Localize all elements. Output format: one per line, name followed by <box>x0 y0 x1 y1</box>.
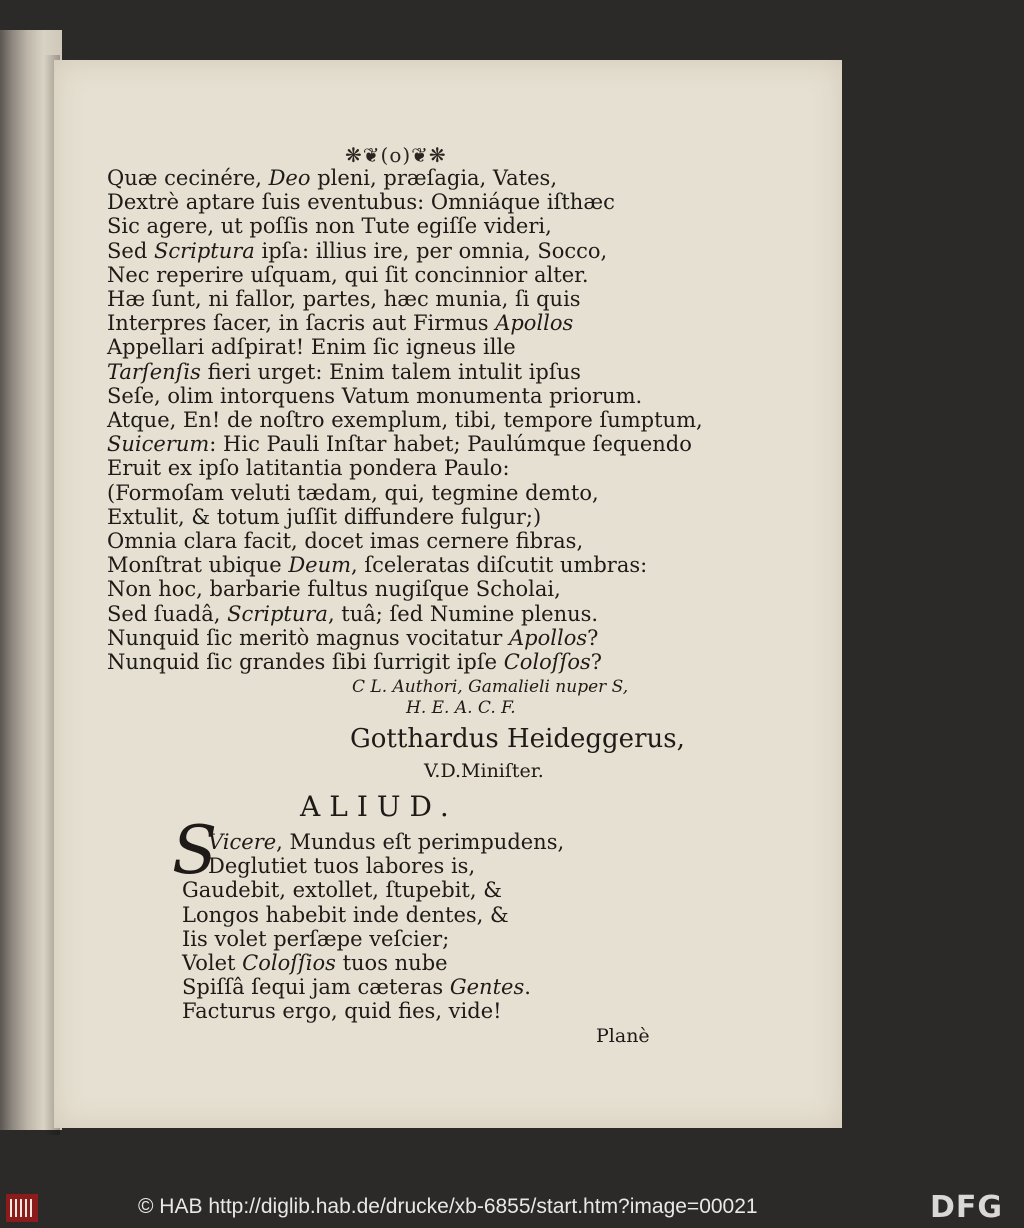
verse-line: Atque, En! de noſtro exemplum, tibi, tempore ſumptum, <box>107 408 703 433</box>
verse-line: Sic agere, ut poſſis non Tute egiſſe videri, <box>107 214 552 239</box>
catchword: Planè <box>596 1025 650 1047</box>
library-logo-icon <box>6 1194 38 1222</box>
verse-line: Omnia clara facit, docet imas cernere fibras, <box>107 529 584 554</box>
italic-word: Scriptura <box>153 238 255 263</box>
verse-line: Facturus ergo, quid fies, vide! <box>182 999 502 1024</box>
italic-word: Vicere <box>208 830 277 854</box>
italic-word: Scriptura <box>227 601 328 626</box>
second-poem-title: ALIUD. <box>300 790 458 823</box>
italic-word: Suicerum <box>107 432 210 457</box>
verse-line: Sed ſuadâ, Scriptura, tuâ; ſed Numine plenus. <box>107 601 599 626</box>
dedication-line-1: C L. Authori, Gamalieli nuper S, <box>352 677 629 697</box>
italic-word: Deo <box>268 166 311 190</box>
verse-line: Suicerum: Hic Pauli Inſtar habet; Paulúmque ſequendo <box>107 432 692 457</box>
verse-line: Dextrè aptare ſuis eventubus: Omniáque iſthæc <box>107 190 615 215</box>
verse-line: Vicere, Mundus eſt perimpudens, <box>208 830 565 854</box>
page-ornament: ❋❦(o)❦❋ <box>345 143 447 167</box>
italic-word: Gentes <box>449 975 525 1000</box>
footer-bar <box>0 1186 1024 1228</box>
verse-line: Monſtrat ubique Deum, ſceleratas diſcutit umbras: <box>107 553 648 578</box>
verse-line: Nunquid ſic meritò magnus vocitatur Apollos? <box>107 625 599 650</box>
verse-line: Gaudebit, extollet, ſtupebit, & <box>182 878 502 903</box>
verse-line: Seſe, olim intorquens Vatum monumenta priorum. <box>107 383 643 408</box>
verse-line: Deglutiet tuos labores is, <box>208 854 476 879</box>
verse-line: Nunquid ſic grandes ſibi ſurrigit ipſe Coloſſos? <box>107 650 603 675</box>
verse-line: Sed Scriptura ipſa: illius ire, per omnia, Socco, <box>107 238 608 263</box>
second-poem <box>182 830 582 1024</box>
signer-name: Gotthardus Heideggerus, <box>350 724 685 754</box>
verse-line: Interpres ſacer, in ſacris aut Firmus Apollos <box>107 311 574 336</box>
italic-word: Deum <box>288 553 352 578</box>
verse-line: Non hoc, barbarie fultus nugiſque Scholai, <box>107 577 561 602</box>
verse-line: Iis volet perſæpe veſcier; <box>182 926 450 951</box>
italic-word: Coloſſos <box>503 650 591 675</box>
dedication-line-2: H. E. A. C. F. <box>406 698 516 718</box>
verse-line: Longos habebit inde dentes, & <box>182 902 509 927</box>
main-verse <box>107 166 703 675</box>
dfg-logo: DFG <box>930 1190 1004 1225</box>
verse-line: Volet Coloſſios tuos nube <box>182 951 448 976</box>
italic-word: Tarſenſis <box>107 359 201 384</box>
verse-line: Tarſenſis fieri urget: Enim talem intulit ipſus <box>107 359 581 384</box>
verse-line: Quæ cecinére, Deo pleni, præſagia, Vates, <box>107 166 557 190</box>
footer-copyright-link[interactable]: © HAB http://diglib.hab.de/drucke/xb-6855/start.htm?image=00021 <box>138 1195 758 1218</box>
signer-role: V.D.Miniſter. <box>424 760 544 782</box>
verse-line: Spiſſâ ſequi jam cæteras Gentes. <box>182 975 531 1000</box>
verse-line: Appellari adſpirat! Enim ſic igneus ille <box>107 335 516 360</box>
verse-line: Nec reperire uſquam, qui ſit concinnior alter. <box>107 262 589 287</box>
verse-line: (Formoſam veluti tædam, qui, tegmine demto, <box>107 480 599 505</box>
italic-word: Apollos <box>495 311 574 336</box>
verse-line: Hæ ſunt, ni fallor, partes, hæc munia, ſi quis <box>107 287 581 312</box>
verse-line: Eruit ex ipſo latitantia pondera Paulo: <box>107 456 510 481</box>
drop-cap: S <box>172 812 218 889</box>
italic-word: Apollos <box>509 625 588 650</box>
verse-line: Extulit, & totum juſſit diffundere fulgur;) <box>107 504 542 529</box>
italic-word: Coloſſios <box>242 951 336 976</box>
dedication <box>352 677 628 719</box>
